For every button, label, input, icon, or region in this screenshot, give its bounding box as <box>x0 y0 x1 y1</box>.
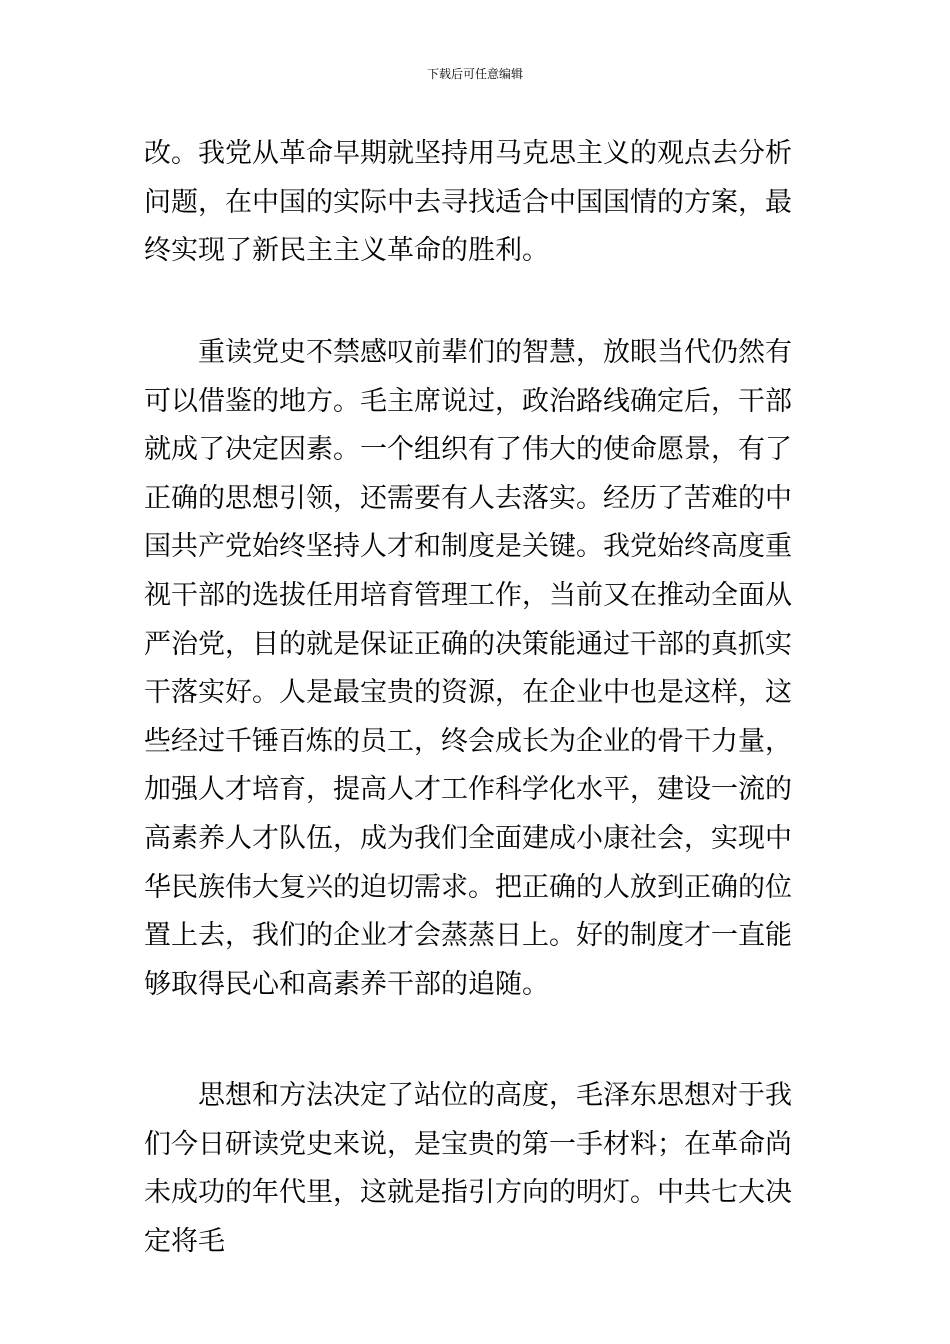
paragraph-3: 思想和方法决定了站位的高度，毛泽东思想对于我们今日研读党史来说，是宝贵的第一手材料；在革命尚未成功的年代里，这就是指引方向的明灯。中共七大决定将毛 <box>144 1080 792 1257</box>
page-header-note: 下载后可任意编辑 <box>426 67 523 81</box>
paragraph-2: 重读党史不禁感叹前辈们的智慧，放眼当代仍然有可以借鉴的地方。毛主席说过，政治路线确定后，干部就成了决定因素。一个组织有了伟大的使命愿景，有了正确的思想引领，还需要有人去落实。经历了苦难的中国共产党始终坚持人才和制度是关键。我党始终高度重视干部的选拔任用培育管理工作，当前又在推动全面从严治党，目的就是保证正确的决策能通过干部的真抓实干落实好。人是最宝贵的资源，在企业中也是这样，这些经过千锤百炼的员工，终会成长为企业的骨干力量，加强人才培育，提高人才工作科学化水平，建设一流的高素养人才队伍，成为我们全面建成小康社会，实现中华民族伟大复兴的迫切需求。把正确的人放到正确的位置上去，我们的企业才会蒸蒸日上。好的制度才一直能够取得民心和高素养干部的追随。 <box>144 337 792 1000</box>
paragraph-1: 改。我党从革命早期就坚持用马克思主义的观点去分析问题，在中国的实际中去寻找适合中国国情的方案，最终实现了新民主主义革命的胜利。 <box>144 138 792 267</box>
